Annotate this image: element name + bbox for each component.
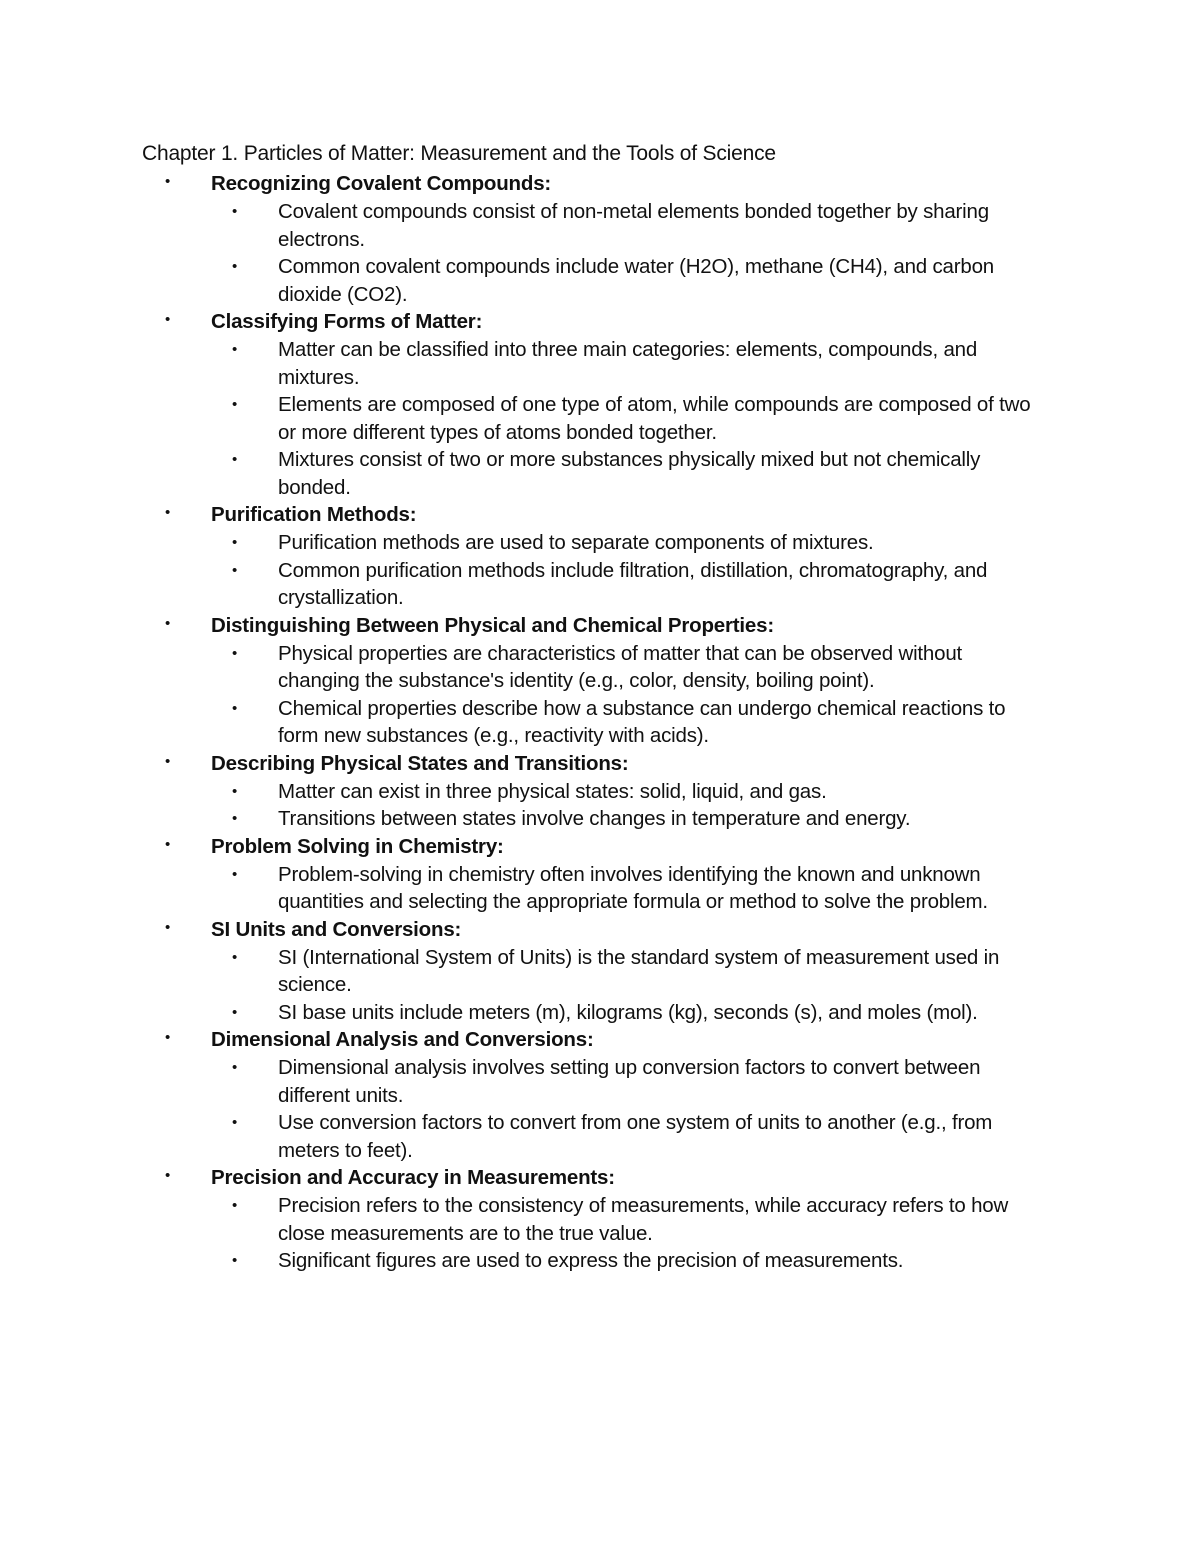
bullet-icon: • — [165, 918, 171, 936]
section-heading-text: Describing Physical States and Transitions: — [211, 751, 629, 775]
bullet-icon: • — [165, 1167, 171, 1184]
bullet-icon: • — [232, 644, 238, 662]
section-heading-text: Purification Methods: — [211, 503, 417, 526]
point-list — [0, 198, 1200, 308]
section-heading-text: Precision and Accuracy in Measurements: — [211, 1166, 615, 1189]
section-heading — [0, 833, 1200, 861]
bullet-icon: • — [165, 173, 171, 190]
list-item — [0, 1054, 1048, 1109]
section-heading — [0, 1026, 1200, 1054]
list-item — [0, 446, 1048, 501]
bullet-icon: • — [165, 614, 171, 632]
list-item — [0, 198, 1048, 253]
bullet-icon: • — [232, 1114, 238, 1131]
list-item — [0, 778, 1048, 806]
bullet-icon: • — [232, 948, 238, 966]
section-heading — [0, 501, 1200, 529]
point-text: Common covalent compounds include water (H2O), methane (CH4), and carbon dioxide (CO2). — [278, 255, 994, 306]
list-item — [0, 999, 1048, 1027]
point-text: Problem-solving in chemistry often involves identifying the known and unknown quantities and selecting the appropriate formula or method to solve the problem. — [278, 862, 988, 913]
point-text: Dimensional analysis involves setting up conversion factors to convert between different units. — [278, 1056, 981, 1107]
point-text: SI base units include meters (m), kilograms (kg), seconds (s), and moles (mol). — [278, 1000, 978, 1024]
section-heading-text: Distinguishing Between Physical and Chemical Properties: — [211, 613, 774, 637]
section-item — [0, 308, 1200, 501]
section-item — [0, 612, 1200, 750]
bullet-icon: • — [232, 1059, 238, 1076]
section-item — [0, 750, 1200, 833]
point-text: SI (International System of Units) is the standard system of measurement used in science. — [278, 945, 1000, 996]
point-text: Chemical properties describe how a substance can undergo chemical reactions to form new substances (e.g., reactivity with acids). — [278, 696, 1006, 747]
section-item — [0, 1026, 1200, 1164]
point-text: Purification methods are used to separate components of mixtures. — [278, 531, 874, 554]
bullet-icon: • — [232, 203, 238, 220]
bullet-icon: • — [232, 258, 238, 275]
section-item — [0, 501, 1200, 612]
point-text: Significant figures are used to express the precision of measurements. — [278, 1249, 904, 1272]
section-list — [0, 170, 1200, 1275]
list-item — [0, 861, 1048, 916]
point-list — [0, 640, 1200, 750]
section-heading-text: Problem Solving in Chemistry: — [211, 834, 504, 858]
document-title: Chapter 1. Particles of Matter: Measurement and the Tools of Science — [142, 142, 776, 165]
list-item — [0, 1192, 1048, 1247]
point-list — [0, 1054, 1200, 1164]
bullet-icon: • — [165, 1029, 171, 1046]
bullet-icon: • — [232, 341, 238, 358]
bullet-icon: • — [165, 311, 171, 328]
point-text: Covalent compounds consist of non-metal elements bonded together by sharing electrons. — [278, 200, 989, 251]
point-list — [0, 778, 1200, 833]
section-heading — [0, 170, 1200, 198]
section-heading-text: Recognizing Covalent Compounds: — [211, 172, 552, 195]
list-item — [0, 253, 1048, 308]
list-item — [0, 557, 1048, 612]
point-text: Common purification methods include filtration, distillation, chromatography, and crystallization. — [278, 558, 988, 609]
section-heading — [0, 612, 1200, 640]
section-item — [0, 833, 1200, 916]
section-item — [0, 170, 1200, 308]
bullet-icon: • — [232, 782, 238, 800]
bullet-icon: • — [232, 810, 238, 827]
bullet-icon: • — [232, 451, 238, 468]
bullet-icon: • — [232, 1252, 238, 1269]
point-list — [0, 944, 1200, 1027]
list-item — [0, 640, 1048, 695]
list-item — [0, 529, 1048, 557]
point-list — [0, 336, 1200, 501]
section-heading — [0, 1164, 1200, 1192]
point-list — [0, 1192, 1200, 1275]
section-heading — [0, 750, 1200, 778]
bullet-icon: • — [232, 865, 238, 883]
list-item — [0, 695, 1048, 750]
list-item — [0, 1247, 1048, 1275]
point-text: Matter can exist in three physical states: solid, liquid, and gas. — [278, 779, 827, 803]
section-item — [0, 1164, 1200, 1275]
bullet-icon: • — [232, 1197, 238, 1214]
point-list — [0, 529, 1200, 612]
section-heading — [0, 308, 1200, 336]
section-heading — [0, 916, 1200, 944]
section-item — [0, 916, 1200, 1027]
bullet-icon: • — [232, 396, 238, 413]
list-item — [0, 336, 1048, 391]
point-list — [0, 861, 1200, 916]
point-text: Mixtures consist of two or more substances physically mixed but not chemically bonded. — [278, 448, 981, 499]
section-heading-text: SI Units and Conversions: — [211, 917, 462, 941]
list-item — [0, 391, 1048, 446]
section-heading-text: Dimensional Analysis and Conversions: — [211, 1028, 594, 1051]
point-text: Use conversion factors to convert from one system of units to another (e.g., from meters to feet). — [278, 1111, 993, 1162]
bullet-icon: • — [232, 699, 238, 717]
bullet-icon: • — [232, 534, 238, 551]
point-text: Matter can be classified into three main categories: elements, compounds, and mixtures. — [278, 338, 978, 389]
point-text: Transitions between states involve changes in temperature and energy. — [278, 807, 911, 830]
list-item — [0, 805, 1048, 833]
list-item — [0, 944, 1048, 999]
list-item — [0, 1109, 1048, 1164]
point-text: Precision refers to the consistency of measurements, while accuracy refers to how close measurements are to the true value. — [278, 1194, 1009, 1245]
bullet-icon: • — [232, 561, 238, 579]
bullet-icon: • — [165, 835, 171, 853]
point-text: Physical properties are characteristics of matter that can be observed without changing the substance's identity (e.g., color, density, boiling point). — [278, 641, 963, 692]
point-text: Elements are composed of one type of atom, while compounds are composed of two or more different types of atoms bonded together. — [278, 393, 1031, 444]
bullet-icon: • — [165, 504, 171, 521]
section-heading-text: Classifying Forms of Matter: — [211, 310, 483, 333]
bullet-icon: • — [165, 752, 171, 770]
bullet-icon: • — [232, 1003, 238, 1021]
